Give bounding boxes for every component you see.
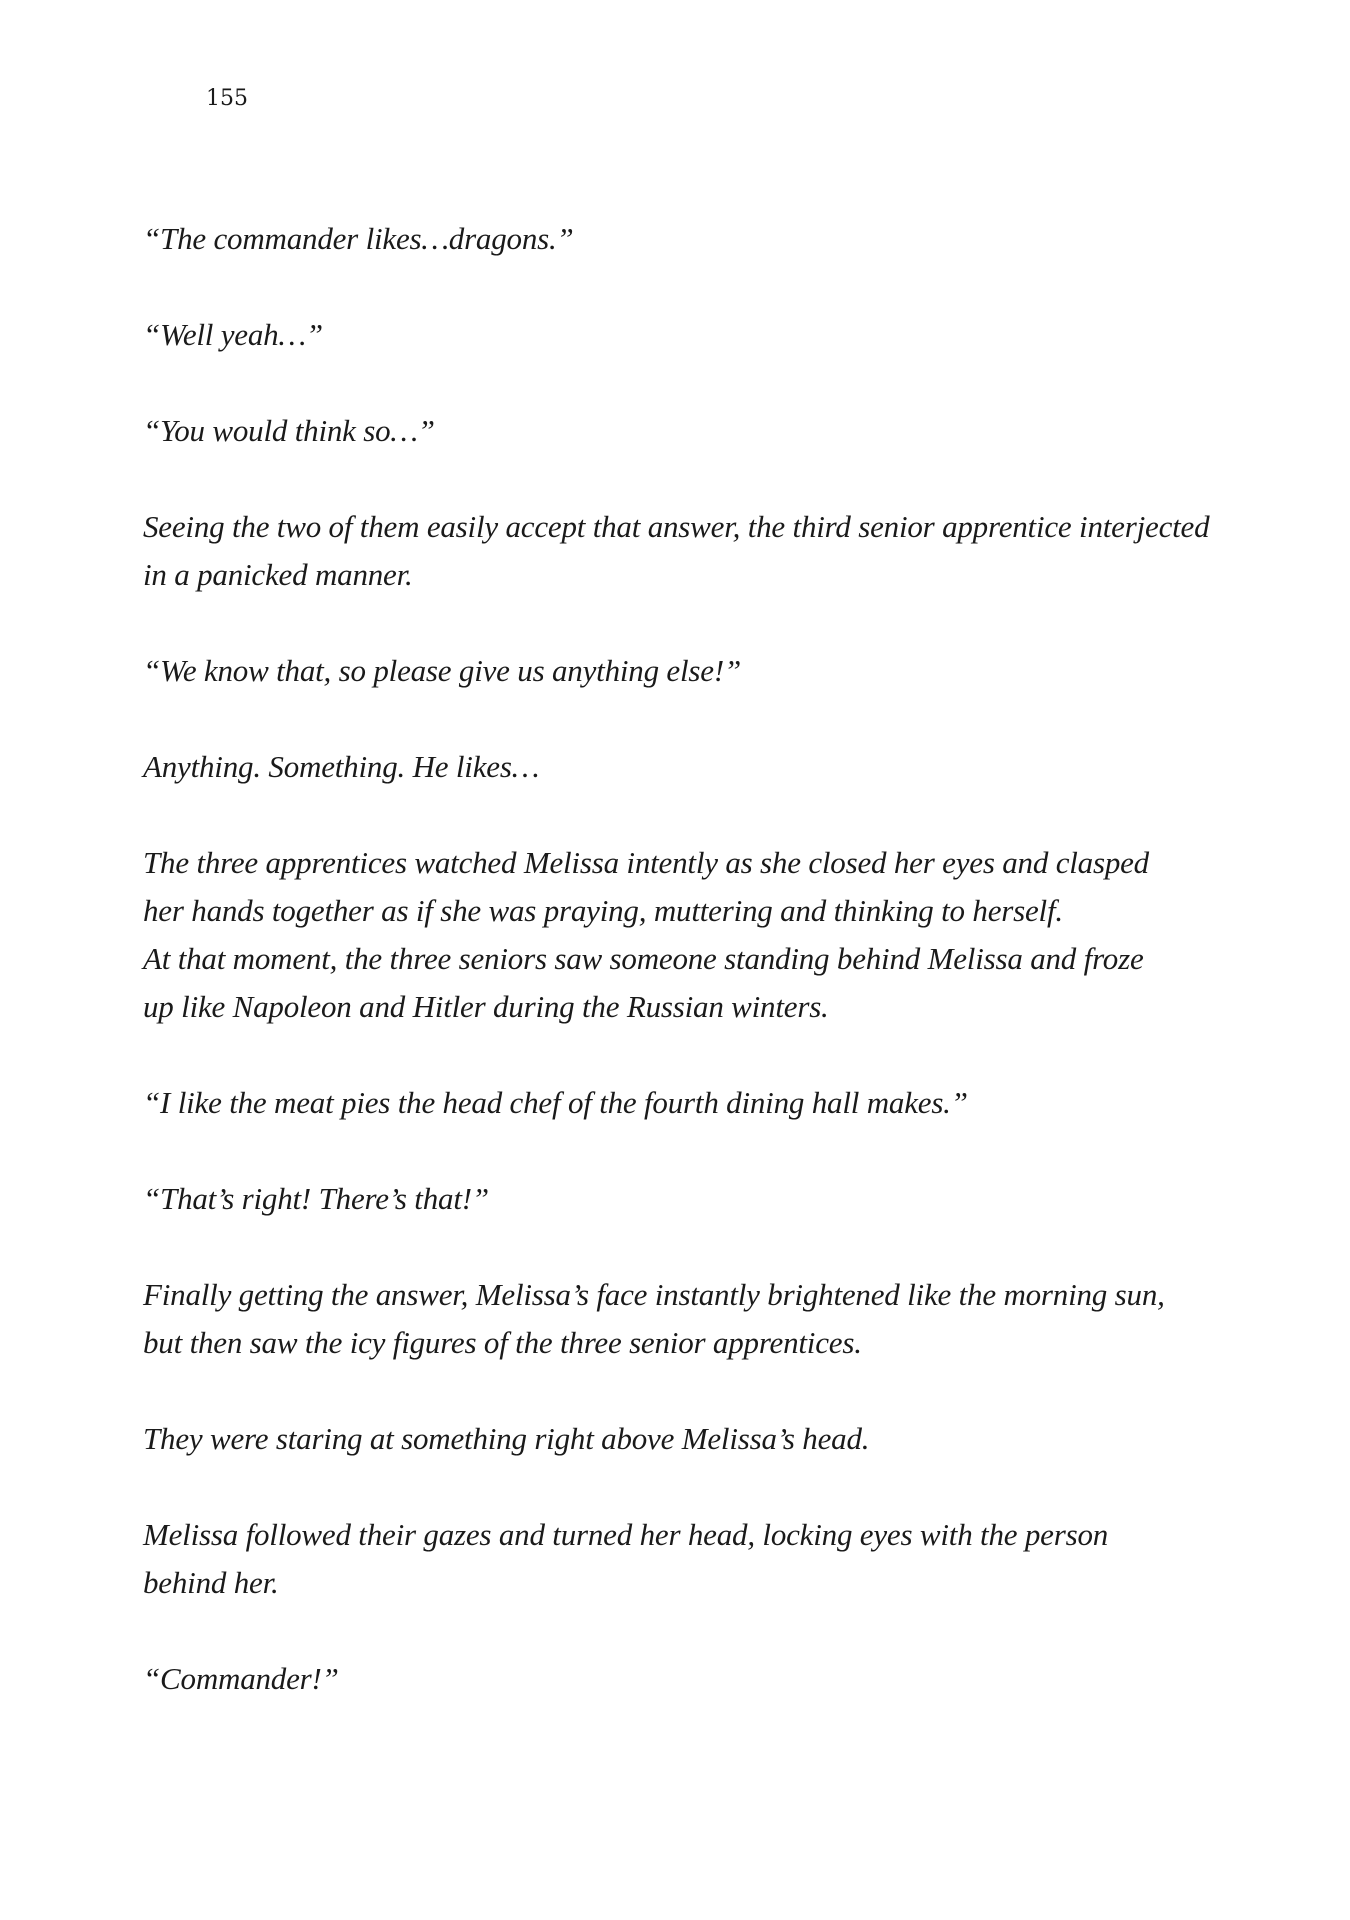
text-line: “I like the meat pies the head chef of the fourth dining hall makes.” xyxy=(143,1085,968,1120)
paragraph-3 xyxy=(143,407,1223,455)
paragraph-11 xyxy=(143,1415,1223,1463)
text-line: “That’s right! There’s that!” xyxy=(143,1181,489,1216)
paragraph-10 xyxy=(143,1271,1223,1367)
text-line: “Commander!” xyxy=(143,1661,339,1696)
text-line: At that moment, the three seniors saw someone standing behind Melissa and froze xyxy=(143,941,1144,976)
paragraph-8 xyxy=(143,1079,1223,1127)
paragraph-1 xyxy=(143,215,1223,263)
text-line: “Well yeah…” xyxy=(143,317,323,352)
paragraph-6 xyxy=(143,743,1223,791)
text-line: Seeing the two of them easily accept that answer, the third senior apprentice interjected xyxy=(143,509,1210,544)
text-line: The three apprentices watched Melissa intently as she closed her eyes and clasped xyxy=(143,845,1149,880)
text-line: but then saw the icy figures of the three senior apprentices. xyxy=(143,1325,862,1360)
paragraph-7 xyxy=(143,839,1223,1031)
text-line: Finally getting the answer, Melissa’s face instantly brightened like the morning sun, xyxy=(143,1277,1165,1312)
paragraph-4 xyxy=(143,503,1223,599)
paragraph-2 xyxy=(143,311,1223,359)
text-line: Anything. Something. He likes… xyxy=(143,749,540,784)
paragraph-12 xyxy=(143,1511,1223,1607)
text-line: in a panicked manner. xyxy=(143,557,413,592)
text-line: “You would think so…” xyxy=(143,413,435,448)
text-line: Melissa followed their gazes and turned her head, locking eyes with the person xyxy=(143,1517,1109,1552)
page-number: 155 xyxy=(206,86,248,111)
text-line: her hands together as if she was praying, muttering and thinking to herself. xyxy=(143,893,1063,928)
text-line: behind her. xyxy=(143,1565,279,1600)
text-line: “We know that, so please give us anything else!” xyxy=(143,653,741,688)
text-line: They were staring at something right above Melissa’s head. xyxy=(143,1421,870,1456)
paragraph-9 xyxy=(143,1175,1223,1223)
text-line: up like Napoleon and Hitler during the Russian winters. xyxy=(143,989,829,1024)
paragraph-5 xyxy=(143,647,1223,695)
paragraph-13 xyxy=(143,1655,1223,1703)
text-line: “The commander likes…dragons.” xyxy=(143,221,574,256)
body-text xyxy=(143,215,1223,1751)
